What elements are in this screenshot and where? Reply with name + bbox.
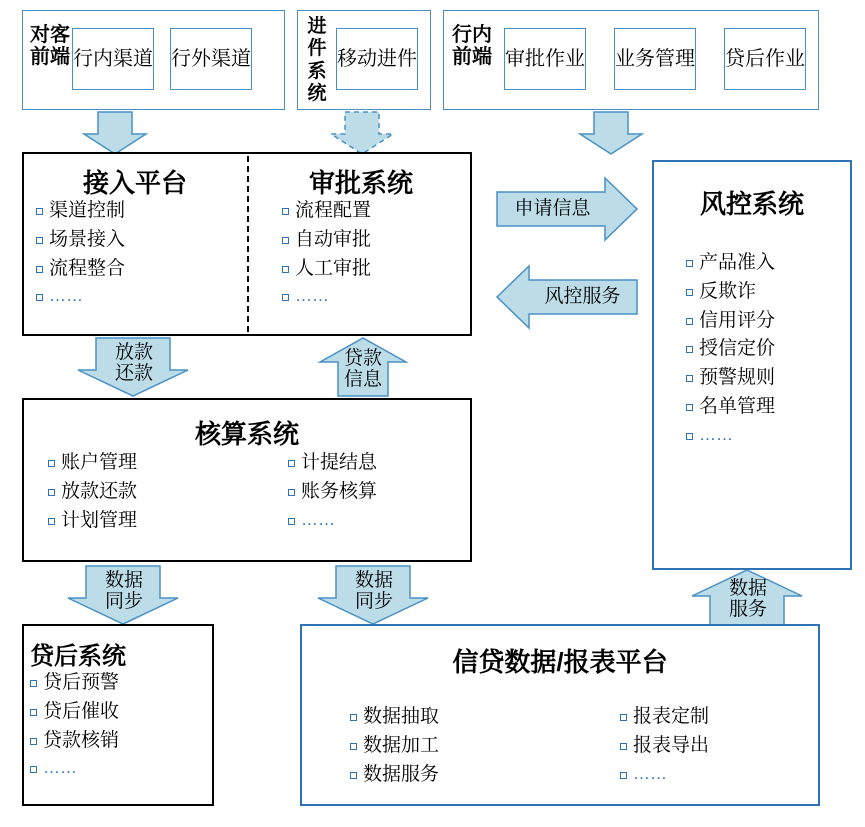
arrow-label-data-sync-left: 数据 同步 xyxy=(104,570,143,613)
list-item: 数据抽取 xyxy=(350,706,550,729)
cell-mobile-application[interactable]: 移动进件 xyxy=(336,28,418,90)
bullet-square-icon xyxy=(36,266,43,273)
divider-dashed xyxy=(247,156,249,332)
list-accounting-left xyxy=(48,452,228,538)
list-item: …… xyxy=(288,510,468,530)
list-item: 预警规则 xyxy=(686,367,856,390)
list-item: …… xyxy=(620,764,820,784)
bullet-square-icon xyxy=(620,772,627,779)
arrow-label-data-service: 数据 服务 xyxy=(728,578,767,621)
bullet-square-icon xyxy=(350,714,357,721)
bullet-square-icon xyxy=(30,766,37,773)
list-item: …… xyxy=(30,758,210,778)
bullet-square-icon xyxy=(686,346,693,353)
arrow-down-application xyxy=(331,112,393,154)
list-item: 计提结息 xyxy=(288,452,468,475)
list-approval-system xyxy=(282,200,462,313)
bullet-square-icon xyxy=(288,460,295,467)
arrow-down-data-sync-mid xyxy=(318,566,428,624)
bullet-square-icon xyxy=(30,738,37,745)
list-item: 数据加工 xyxy=(350,735,550,758)
cell-post-loan-work[interactable]: 贷后作业 xyxy=(724,28,806,90)
list-item: 报表导出 xyxy=(620,735,820,758)
arrow-down-data-sync-left xyxy=(68,566,178,624)
cell-business-management[interactable]: 业务管理 xyxy=(614,28,696,90)
list-item: 授信定价 xyxy=(686,338,856,361)
bullet-square-icon xyxy=(36,294,43,301)
bullet-square-icon xyxy=(30,709,37,716)
list-item: 报表定制 xyxy=(620,706,820,729)
list-item: 流程配置 xyxy=(282,200,462,223)
list-access-platform xyxy=(36,200,236,313)
list-item: 渠道控制 xyxy=(36,200,236,223)
bullet-square-icon xyxy=(48,489,55,496)
bullet-square-icon xyxy=(288,518,295,525)
list-item: 信用评分 xyxy=(686,310,856,333)
list-item: 贷后催收 xyxy=(30,701,210,724)
bullet-square-icon xyxy=(36,237,43,244)
list-data-platform-right xyxy=(620,706,820,790)
bullet-square-icon xyxy=(282,237,289,244)
cell-inbank-channel[interactable]: 行内渠道 xyxy=(72,28,154,90)
bullet-square-icon xyxy=(686,433,693,440)
bullet-square-icon xyxy=(686,260,693,267)
cell-outbank-channel[interactable]: 行外渠道 xyxy=(170,28,252,90)
bullet-square-icon xyxy=(282,294,289,301)
list-item: …… xyxy=(36,286,236,306)
title-risk-system: 风控系统 xyxy=(699,189,804,219)
list-item: 计划管理 xyxy=(48,510,228,533)
title-data-platform: 信贷数据/报表平台 xyxy=(452,647,668,677)
bullet-square-icon xyxy=(48,460,55,467)
list-item: 贷后预警 xyxy=(30,672,210,695)
bullet-square-icon xyxy=(48,518,55,525)
title-post-loan-system: 贷后系统 xyxy=(30,643,126,670)
list-item: …… xyxy=(282,286,462,306)
arrow-left-risk-service xyxy=(497,266,637,328)
bullet-square-icon xyxy=(620,743,627,750)
list-item: 名单管理 xyxy=(686,396,856,419)
title-approval-system: 审批系统 xyxy=(308,168,413,198)
list-item: 账户管理 xyxy=(48,452,228,475)
title-accounting-system: 核算系统 xyxy=(194,419,299,449)
bullet-square-icon xyxy=(288,489,295,496)
list-item: 流程整合 xyxy=(36,258,236,281)
bullet-square-icon xyxy=(350,743,357,750)
bullet-square-icon xyxy=(350,772,357,779)
bullet-square-icon xyxy=(686,404,693,411)
bullet-square-icon xyxy=(36,208,43,215)
list-accounting-right xyxy=(288,452,468,536)
bullet-square-icon xyxy=(620,714,627,721)
arrow-down-loan-repay xyxy=(78,338,188,396)
list-risk-system xyxy=(686,252,856,451)
list-item: 人工审批 xyxy=(282,258,462,281)
arrow-label-data-sync-mid: 数据 同步 xyxy=(354,570,393,613)
list-post-loan-system xyxy=(30,672,210,785)
arrow-label-loan-info: 贷款 信息 xyxy=(343,348,382,391)
list-item: 贷款核销 xyxy=(30,730,210,753)
arrow-label-line1: 放款 还款 xyxy=(114,342,153,385)
arrow-up-data-service xyxy=(692,570,802,628)
arrow-up-loan-info xyxy=(320,338,406,396)
bullet-square-icon xyxy=(686,318,693,325)
list-item: 反欺诈 xyxy=(686,281,856,304)
bullet-square-icon xyxy=(282,208,289,215)
list-item: 放款还款 xyxy=(48,481,228,504)
bullet-square-icon xyxy=(686,375,693,382)
list-item: 产品准入 xyxy=(686,252,856,275)
arrow-label-risk-service: 风控服务 xyxy=(544,286,621,307)
list-item: 账务核算 xyxy=(288,481,468,504)
bullet-square-icon xyxy=(282,266,289,273)
list-data-platform-left xyxy=(350,706,550,792)
list-item: 数据服务 xyxy=(350,764,550,787)
title-access-platform: 接入平台 xyxy=(82,168,187,198)
arrow-label-apply-info: 申请信息 xyxy=(514,198,591,219)
list-item: 自动审批 xyxy=(282,229,462,252)
list-item: …… xyxy=(686,425,856,445)
arrow-down-customer xyxy=(84,112,146,154)
cell-approval-work[interactable]: 审批作业 xyxy=(504,28,586,90)
group-label-bank-frontend: 行内前端 xyxy=(452,24,492,69)
arrow-right-apply-info xyxy=(497,178,637,240)
group-label-customer-frontend: 对客前端 xyxy=(30,24,70,69)
arrow-down-bank-frontend xyxy=(580,112,642,154)
list-item: 场景接入 xyxy=(36,229,236,252)
group-label-application-system: 进件系统 xyxy=(307,16,327,105)
bullet-square-icon xyxy=(686,289,693,296)
bullet-square-icon xyxy=(30,680,37,687)
